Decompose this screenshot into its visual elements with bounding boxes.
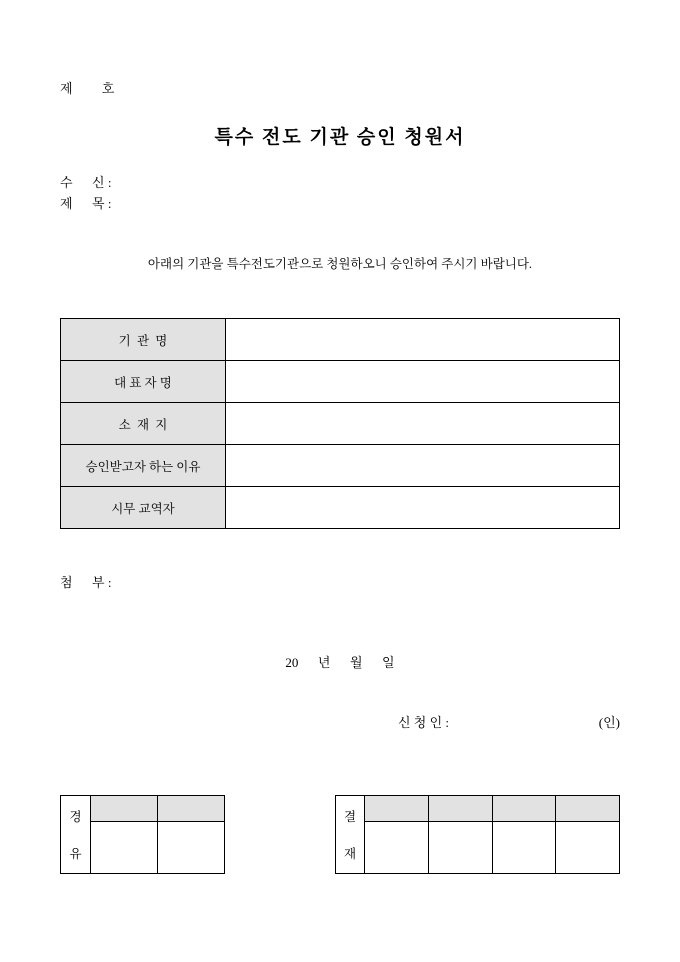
sign-off-signature-cell[interactable] [428, 822, 492, 874]
sign-off-signature-cell[interactable] [492, 822, 556, 874]
sign-off-approval-table [335, 795, 620, 874]
row-label: 대 표 자 명 [61, 361, 226, 403]
table-row-location [61, 403, 620, 445]
sign-off-label-stack [336, 798, 364, 872]
sign-off-header-cell[interactable] [556, 796, 620, 822]
sign-off-header-cell[interactable] [365, 796, 429, 822]
row-value-field[interactable] [226, 487, 620, 529]
table-row-organization-name [61, 319, 620, 361]
seal-label: (인) [598, 715, 620, 730]
sign-off-signature-cell[interactable] [365, 822, 429, 874]
date-line: 20 년 월 일 [285, 655, 395, 670]
sign-off-label-char-bottom: 재 [343, 847, 357, 861]
via-label-char-top: 경 [69, 810, 82, 824]
table-row-approval-reason [61, 445, 620, 487]
via-header-cell[interactable] [158, 796, 225, 822]
page-title: 특수 전도 기관 승인 청원서 [214, 127, 466, 148]
subject-line: 제 목 : [60, 196, 112, 211]
sign-off-signature-row [336, 822, 620, 874]
recipient-line: 수 신 : [60, 175, 112, 190]
petition-body-text: 아래의 기관을 특수전도기관으로 청원하오니 승인하여 주시기 바랍니다. [147, 257, 533, 271]
via-label-cell [61, 796, 91, 874]
row-label: 시무 교역자 [61, 487, 226, 529]
applicant-line [398, 712, 620, 731]
applicant-label: 신 청 인 : [398, 715, 450, 730]
row-label: 기 관 명 [61, 319, 226, 361]
doc-number: 제 호 [60, 81, 115, 96]
sign-off-header-cell[interactable] [492, 796, 556, 822]
row-value-field[interactable] [226, 319, 620, 361]
row-value-field[interactable] [226, 445, 620, 487]
row-value-field[interactable] [226, 403, 620, 445]
row-value-field[interactable] [226, 361, 620, 403]
table-row-representative-name [61, 361, 620, 403]
sign-off-header-cell[interactable] [428, 796, 492, 822]
via-label-stack [61, 798, 90, 872]
info-table [60, 318, 620, 529]
via-signature-cell[interactable] [158, 822, 225, 874]
via-label-char-bottom: 유 [69, 847, 82, 861]
sign-off-label-char-top: 결 [343, 810, 357, 824]
sign-off-header-row [336, 796, 620, 822]
via-approval-table [60, 795, 225, 874]
row-label: 승인받고자 하는 이유 [61, 445, 226, 487]
table-row-serving-minister [61, 487, 620, 529]
sign-off-signature-cell[interactable] [556, 822, 620, 874]
row-label: 소 재 지 [61, 403, 226, 445]
via-signature-cell[interactable] [91, 822, 158, 874]
via-header-cell[interactable] [91, 796, 158, 822]
via-header-row [61, 796, 225, 822]
sign-off-label-cell [336, 796, 365, 874]
attachment-line: 첨 부 : [60, 575, 112, 590]
